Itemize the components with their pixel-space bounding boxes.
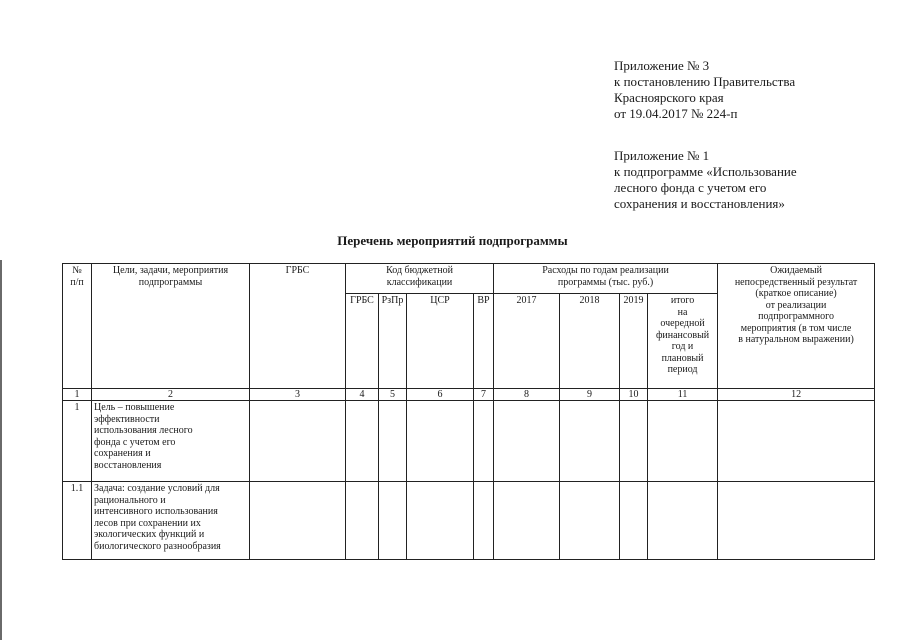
empty-cell <box>346 401 379 482</box>
column-number: 12 <box>718 389 875 401</box>
subheader-rzpr: РзПр <box>379 294 407 389</box>
appendix-3-line-3: Красноярского края <box>614 90 724 105</box>
header-budget-code: Код бюджетной классификации <box>346 264 494 294</box>
subheader-grbs: ГРБС <box>346 294 379 389</box>
column-numbers-row <box>63 389 875 401</box>
row-description: Задача: создание условий для рационального и интенсивного использования лесов при сохранении их экологических функций и биологического разнообразия <box>92 482 250 560</box>
column-number: 1 <box>63 389 92 401</box>
empty-cell <box>718 401 875 482</box>
table-row <box>63 401 875 482</box>
subheader-2017: 2017 <box>494 294 560 389</box>
subheader-2019: 2019 <box>620 294 648 389</box>
empty-cell <box>648 401 718 482</box>
column-number: 8 <box>494 389 560 401</box>
empty-cell <box>620 482 648 560</box>
row-number: 1.1 <box>63 482 92 560</box>
column-number: 4 <box>346 389 379 401</box>
header-expenses: Расходы по годам реализации программы (тыс. руб.) <box>494 264 718 294</box>
row-description: Цель – повышение эффективности использования лесного фонда с учетом его сохранения и восстановления <box>92 401 250 482</box>
empty-cell <box>648 482 718 560</box>
empty-cell <box>474 482 494 560</box>
subheader-csr: ЦСР <box>407 294 474 389</box>
empty-cell <box>620 401 648 482</box>
appendix-3-line-2: к постановлению Правительства <box>614 74 796 89</box>
appendix-3-line-1: Приложение № 3 <box>614 58 710 73</box>
subheader-2018: 2018 <box>560 294 620 389</box>
scan-left-edge <box>0 260 2 640</box>
appendix-1-header <box>614 148 797 212</box>
column-number: 9 <box>560 389 620 401</box>
empty-cell <box>250 482 346 560</box>
appendix-1-line-1: Приложение № 1 <box>614 148 710 163</box>
appendix-3-line-4: от 19.04.2017 № 224-п <box>614 106 738 121</box>
column-number: 7 <box>474 389 494 401</box>
empty-cell <box>346 482 379 560</box>
header-num: № п/п <box>63 264 92 389</box>
table-row <box>63 482 875 560</box>
empty-cell <box>474 401 494 482</box>
subheader-total: итого на очередной финансовый год и плановый период <box>648 294 718 389</box>
column-number: 2 <box>92 389 250 401</box>
empty-cell <box>494 401 560 482</box>
column-number: 10 <box>620 389 648 401</box>
appendix-1-line-3: лесного фонда с учетом его <box>614 180 767 195</box>
empty-cell <box>494 482 560 560</box>
header-grbs: ГРБС <box>250 264 346 389</box>
column-number: 11 <box>648 389 718 401</box>
empty-cell <box>379 401 407 482</box>
column-number: 6 <box>407 389 474 401</box>
header-result: Ожидаемый непосредственный результат (краткое описание) от реализации подпрограммного мероприятия (в том числе в натуральном выражении) <box>718 264 875 389</box>
column-number: 3 <box>250 389 346 401</box>
column-number: 5 <box>379 389 407 401</box>
measures-table <box>62 263 875 560</box>
empty-cell <box>407 401 474 482</box>
empty-cell <box>250 401 346 482</box>
empty-cell <box>560 482 620 560</box>
header-row-1 <box>63 264 875 294</box>
appendix-3-header <box>614 58 795 122</box>
appendix-1-line-4: сохранения и восстановления» <box>614 196 785 211</box>
empty-cell <box>560 401 620 482</box>
empty-cell <box>718 482 875 560</box>
empty-cell <box>407 482 474 560</box>
empty-cell <box>379 482 407 560</box>
subheader-vr: ВР <box>474 294 494 389</box>
document-title: Перечень мероприятий подпрограммы <box>337 233 568 248</box>
appendix-1-line-2: к подпрограмме «Использование <box>614 164 797 179</box>
row-number: 1 <box>63 401 92 482</box>
header-goals: Цели, задачи, мероприятия подпрограммы <box>92 264 250 389</box>
